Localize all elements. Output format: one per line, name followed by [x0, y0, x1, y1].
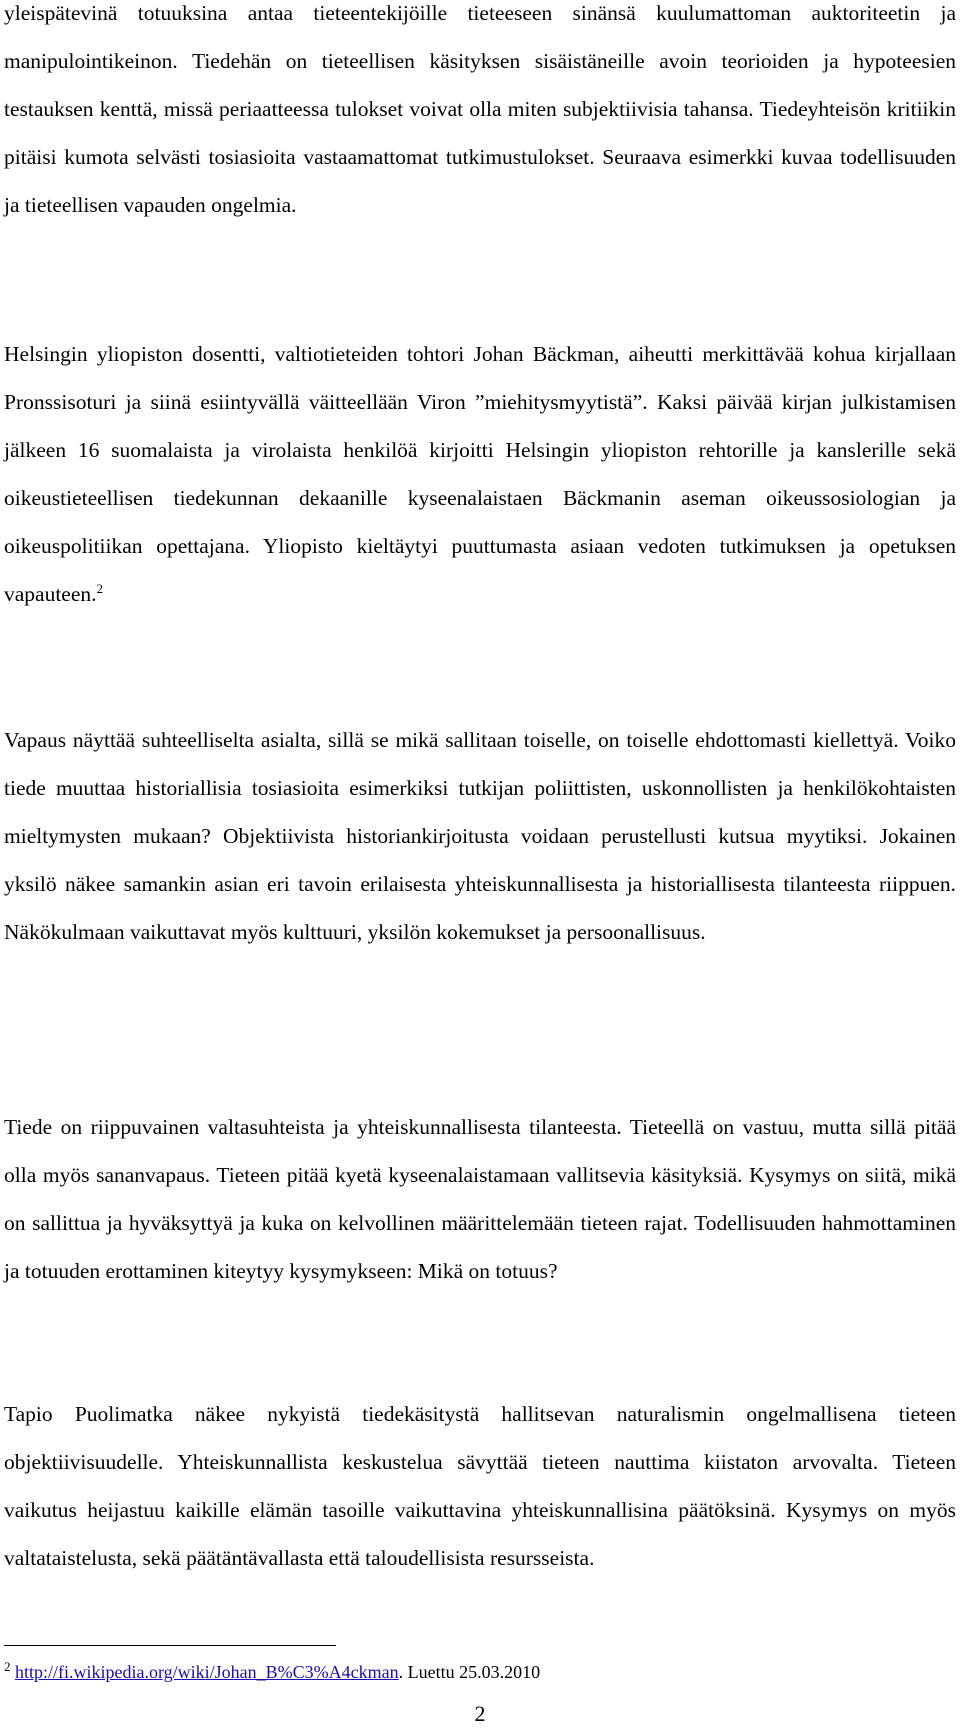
paragraph-text: yleispätevinä totuuksina antaa tieteentekijöille tieteeseen sinänsä kuulumattoman auktoriteetin ja manipulointikeinon. Tiedehän on tieteellisen käsityksen sisäistäneille avoin teorioiden ja hypoteesien testauksen kenttä, missä periaatteessa tulokset voivat olla miten subjektiivisia tahansa. Tiedeyhteisön kritiikin pitäisi kumota selvästi tosiasioita vastaamattomat tutkimustulokset. Seuraava esimerkki kuvaa todellisuuden ja tieteellisen vapauden ongelmia. — [4, 1, 956, 217]
footnote — [4, 1660, 540, 1684]
paragraph — [4, 1390, 956, 1582]
paragraph-text: Helsingin yliopiston dosentti, valtiotieteiden tohtori Johan Bäckman, aiheutti merkittävää kohua kirjallaan Pronssisoturi ja siinä esiintyvällä väitteellään Viron ”miehitysmyytistä”. Kaksi päivää kirjan julkistamisen jälkeen 16 suomalaista ja virolaista henkilöä kirjoitti Helsingin yliopiston rehtorille ja kanslerille sekä oikeustieteellisen tiedekunnan dekaanille kyseenalaistaen Bäckmanin aseman oikeussosiologian ja oikeuspolitiikan opettajana. Yliopisto kieltäytyi puuttumasta asiaan vedoten tutkimuksen ja opetuksen vapauteen. — [4, 342, 956, 606]
footnote-reference[interactable]: 2 — [96, 580, 104, 596]
paragraph — [4, 330, 956, 618]
paragraph-text: Tapio Puolimatka näkee nykyistä tiedekäsitystä hallitsevan naturalismin ongelmallisena tieteen objektiivisuudelle. Yhteiskunnallista keskustelua sävyttää tieteen nauttima kiistaton arvovalta. Tieteen vaikutus heijastuu kaikille elämän tasoille vaikuttavina yhteiskunnallisina päätöksinä. Kysymys on myös valtataistelusta, sekä päätäntävallasta että taloudellisista resursseista. — [4, 1402, 956, 1570]
footnote-suffix: . Luettu 25.03.2010 — [398, 1662, 541, 1682]
footnote-number: 2 — [4, 1659, 11, 1674]
paragraph-text: Tiede on riippuvainen valtasuhteista ja yhteiskunnallisesta tilanteesta. Tieteellä on vastuu, mutta sillä pitää olla myös sananvapaus. Tieteen pitää kyetä kyseenalaistamaan vallitsevia käsityksiä. Kysymys on siitä, mikä on sallittua ja hyväksyttyä ja kuka on kelvollinen määrittelemään tieteen rajat. Todellisuuden hahmottaminen ja totuuden erottaminen kiteytyy kysymykseen: Mikä on totuus? — [4, 1115, 956, 1283]
paragraph — [4, 716, 956, 956]
paragraph-text: Vapaus näyttää suhteelliselta asialta, sillä se mikä sallitaan toiselle, on toiselle ehdottomasti kiellettyä. Voiko tiede muuttaa historiallisia tosiasioita esimerkiksi tutkijan poliittisten, uskonnollisten ja henkilökohtaisten mieltymysten mukaan? Objektiivista historiankirjoitusta voidaan perustellusti kutsua myytiksi. Jokainen yksilö näkee samankin asian eri tavoin erilaisesta yhteiskunnallisesta ja historiallisesta tilanteesta riippuen. Näkökulmaan vaikuttavat myös kulttuuri, yksilön kokemukset ja persoonallisuus. — [4, 728, 956, 944]
paragraph — [4, 1103, 956, 1295]
footnote-link[interactable]: http://fi.wikipedia.org/wiki/Johan_B%C3%A4ckman — [15, 1662, 399, 1682]
footnote-separator — [4, 1645, 336, 1646]
page-number: 2 — [474, 1701, 486, 1726]
paragraph — [4, 0, 956, 229]
